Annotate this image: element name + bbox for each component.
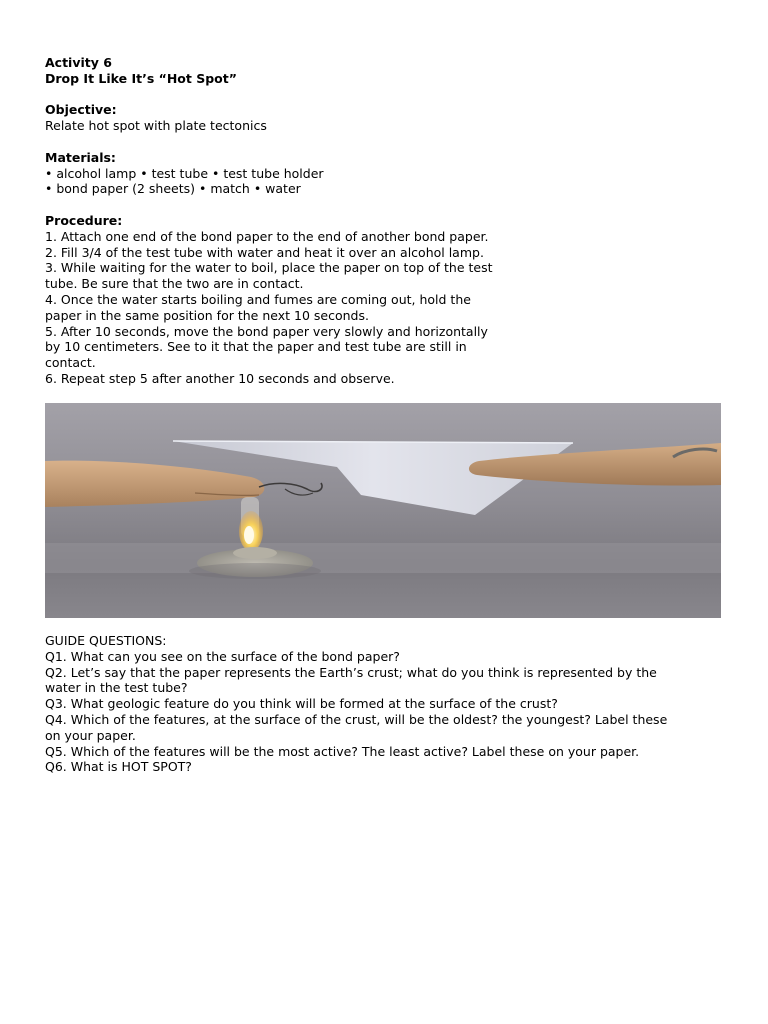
- procedure-line: by 10 centimeters. See to it that the paper and test tube are still in: [45, 339, 467, 355]
- activity-text: [45, 55, 735, 387]
- objective-heading: Objective:: [45, 102, 117, 118]
- guide-question-line: on your paper.: [45, 727, 136, 743]
- procedure-line: paper in the same position for the next 10 seconds.: [45, 307, 369, 323]
- spacer: [45, 197, 735, 213]
- activity-number: Activity 6: [45, 55, 112, 70]
- lamp-neck: [233, 547, 277, 559]
- procedure-line: 2. Fill 3/4 of the test tube with water and heat it over an alcohol lamp.: [45, 244, 484, 260]
- procedure-line: 4. Once the water starts boiling and fumes are coming out, hold the: [45, 291, 471, 307]
- guide-question-line: Q5. Which of the features will be the most active? The least active? Label these on your paper.: [45, 743, 640, 759]
- procedure-heading: Procedure:: [45, 212, 123, 228]
- procedure-line: 6. Repeat step 5 after another 10 seconds and observe.: [45, 370, 395, 386]
- guide-question-line: Q1. What can you see on the surface of the bond paper?: [45, 648, 400, 664]
- procedure-line: 3. While waiting for the water to boil, place the paper on top of the test: [45, 260, 493, 276]
- procedure-line: 5. After 10 seconds, move the bond paper very slowly and horizontally: [45, 323, 488, 339]
- materials-line: • bond paper (2 sheets) • match • water: [45, 181, 301, 197]
- photo-background: [45, 403, 721, 618]
- lamp-shadow: [189, 563, 321, 579]
- table-edge: [45, 543, 721, 573]
- guide-question-line: Q6. What is HOT SPOT?: [45, 759, 192, 775]
- guide-questions: [45, 633, 735, 775]
- activity-title: Drop It Like It’s “Hot Spot”: [45, 70, 237, 86]
- spacer: [45, 87, 735, 103]
- experiment-photo: [45, 403, 721, 618]
- procedure-line: 1. Attach one end of the bond paper to the end of another bond paper.: [45, 228, 489, 244]
- guide-question-line: Q2. Let’s say that the paper represents the Earth’s crust; what do you think is represented by the: [45, 664, 657, 680]
- guide-question-line: Q4. Which of the features, at the surface of the crust, will be the oldest? the youngest? Label these: [45, 711, 668, 727]
- guide-question-line: water in the test tube?: [45, 680, 188, 696]
- materials-heading: Materials:: [45, 149, 116, 165]
- procedure-line: contact.: [45, 355, 96, 371]
- experiment-illustration: [45, 403, 721, 618]
- objective-text: Relate hot spot with plate tectonics: [45, 118, 267, 134]
- flame-core: [244, 526, 254, 544]
- materials-line: • alcohol lamp • test tube • test tube holder: [45, 165, 324, 181]
- guide-heading: GUIDE QUESTIONS:: [45, 633, 167, 648]
- spacer: [45, 134, 735, 150]
- guide-question-line: Q3. What geologic feature do you think will be formed at the surface of the crust?: [45, 696, 558, 712]
- procedure-line: tube. Be sure that the two are in contact.: [45, 276, 304, 292]
